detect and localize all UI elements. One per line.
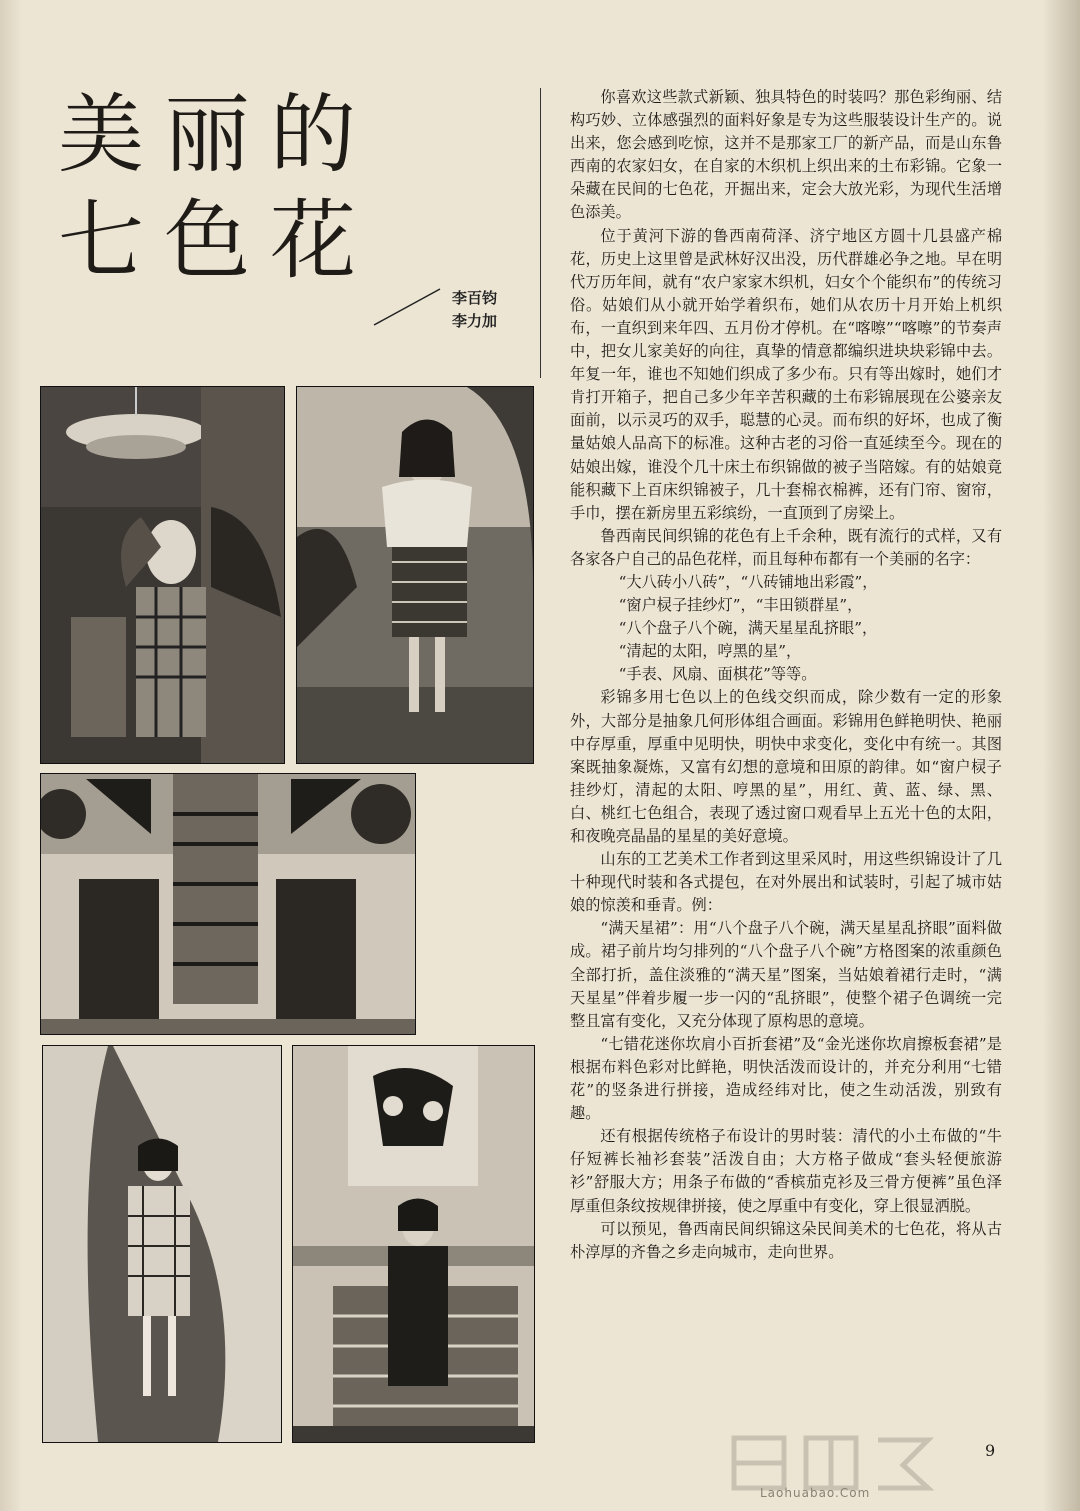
article-paragraph: 可以预见，鲁西南民间织锦这朵民间美术的七色花，将从古朴淳厚的齐鲁之乡走向城市，走向世界。 xyxy=(570,1219,1002,1261)
photo-woman-outdoors xyxy=(296,386,534,764)
article-paragraph: “七错花迷你坎肩小百折套裙”及“金光迷你坎肩擦板套裙”是根据布料色彩对比鲜艳，明快活泼而设计的，并充分利用“七错花”的竖条进行拼接，造成经纬对比，使之生动活泼，别致有趣。 xyxy=(570,1034,1002,1123)
article-paragraph: 你喜欢这些款式新颖、独具特色的时装吗？那色彩绚丽、结构巧妙、立体感强烈的面料好象是专为这些服装设计生产的。说出来，您会感到吃惊，这并不是那家工厂的新产品，而是山东鲁西南的农家妇女，在自家的木织机上织出来的土布彩锦。它象一朵藏在民间的七色花，开掘出来，定会大放光彩，为现代生活增色添美。 xyxy=(570,88,1002,222)
article-paragraph: “满天星裙”：用“八个盘子八个碗，满天星星乱挤眼”面料做成。裙子前片均匀排列的“八个盘子八个碗”方格图案的浓重颜色全部打折，盖住淡雅的“满天星”图案，当姑娘着裙行走时，“满天星星”伴着步履一步一闪的“乱挤眼”，使整个裙子色调统一完整且富有变化，又充分体现了原构思的意境。 xyxy=(570,919,1002,1030)
photo-mannequins xyxy=(40,386,285,764)
author-name-2: 李力加 xyxy=(452,312,498,330)
article-paragraph: 山东的工艺美术工作者到这里采风时，用这些织锦设计了几十种现代时装和各式提包，在对外展出和试装时，引起了城市姑娘的惊羡和垂青。例： xyxy=(570,850,1002,915)
page-number: 9 xyxy=(985,1441,996,1460)
fabric-name-line: “清起的太阳，哼黑的星”， xyxy=(618,642,802,661)
fabric-name-line: “大八砖小八砖”，“八砖铺地出彩霞”， xyxy=(618,572,878,591)
article-paragraph: 位于黄河下游的鲁西南荷泽、济宁地区方圆十几县盛产棉花，历史上这里曾是武林好汉出没，历代群雄必争之地。早在明代万历年间，就有“农户家家木织机，妇女个个能织布”的传统习俗。姑娘们从小就开始学着织布，她们从农历十月开始上机织布，一直织到来年四、五月份才停机。在“喀嚓”“喀嚓”的节奏声中，把女儿家美好的向往，真挚的情意都编织进块块彩锦中去。年复一年，谁也不知她们织成了多少布。只有等出嫁时，她们才肯打开箱子，把自己多少年辛苦积藏的土布彩锦展现在公婆亲友面前，以示灵巧的双手，聪慧的心灵。而布织的好坏，也成了衡量姑娘人品高下的标准。这种古老的习俗一直延续至今。现在的姑娘出嫁，谁没个几十床土布织锦做的被子当陪嫁。有的姑娘竟能积藏下上百床织锦被子，几十套棉衣棉裤，还有门帘、窗帘，手巾，摆在新房里五彩缤纷，一直顶到了房梁上。 xyxy=(570,226,1002,522)
photo-wall-textiles xyxy=(40,773,416,1035)
author-name-1: 李百钧 xyxy=(452,289,498,307)
article-paragraph: 鲁西南民间织锦的花色有上千余种，既有流行的式样，又有各家各户自己的品色花样，而且每种布都有一个美丽的名字： xyxy=(570,526,1002,568)
photo-girl-checked-dress xyxy=(42,1045,282,1443)
fabric-name-line: “窗户棂子挂纱灯”，“丰田锁群星”， xyxy=(618,596,863,615)
watermark-text: Laohuabao.Com xyxy=(760,1486,871,1500)
byline-slash xyxy=(372,287,442,327)
photo-woman-seated xyxy=(292,1045,535,1443)
fabric-name-line: “手表、风扇、面棋花”等等。 xyxy=(618,665,817,684)
article-paragraph: 彩锦多用七色以上的色线交织而成，除少数有一定的形象外，大部分是抽象几何形体组合画面。彩锦用色鲜艳明快、艳丽中存厚重，厚重中见明快，明快中求变化，变化中有统一。其图案既抽象凝炼，又富有幻想的意境和田原的韵律。如“窗户棂子挂纱灯，清起的太阳、哼黑的星”，用红、黄、蓝、绿、黑、白、桃红七色组合，表现了透过窗口观看早上五光十色的太阳，和夜晚亮晶晶的星星的美好意境。 xyxy=(570,688,1002,845)
article-title-line1: 美丽的 xyxy=(58,85,376,185)
fabric-name-line: “八个盘子八个碗，满天星星乱挤眼”， xyxy=(618,619,878,638)
page-edge-shadow xyxy=(1044,0,1080,1511)
article-title-line2: 七色花 xyxy=(58,191,376,291)
article-body xyxy=(570,86,1002,1264)
column-divider xyxy=(540,88,541,378)
article-paragraph: 还有根据传统格子布设计的男时装：清代的小土布做的“牛仔短裤长袖衫套装”活泼自由；大方格子做成“套头轻便旅游衫”舒服大方；用条子布做的“香槟茄克衫及三骨方便裤”虽色泽厚重但条纹按规律拼接，使之厚重中有变化，穿上很显洒脱。 xyxy=(570,1127,1002,1215)
